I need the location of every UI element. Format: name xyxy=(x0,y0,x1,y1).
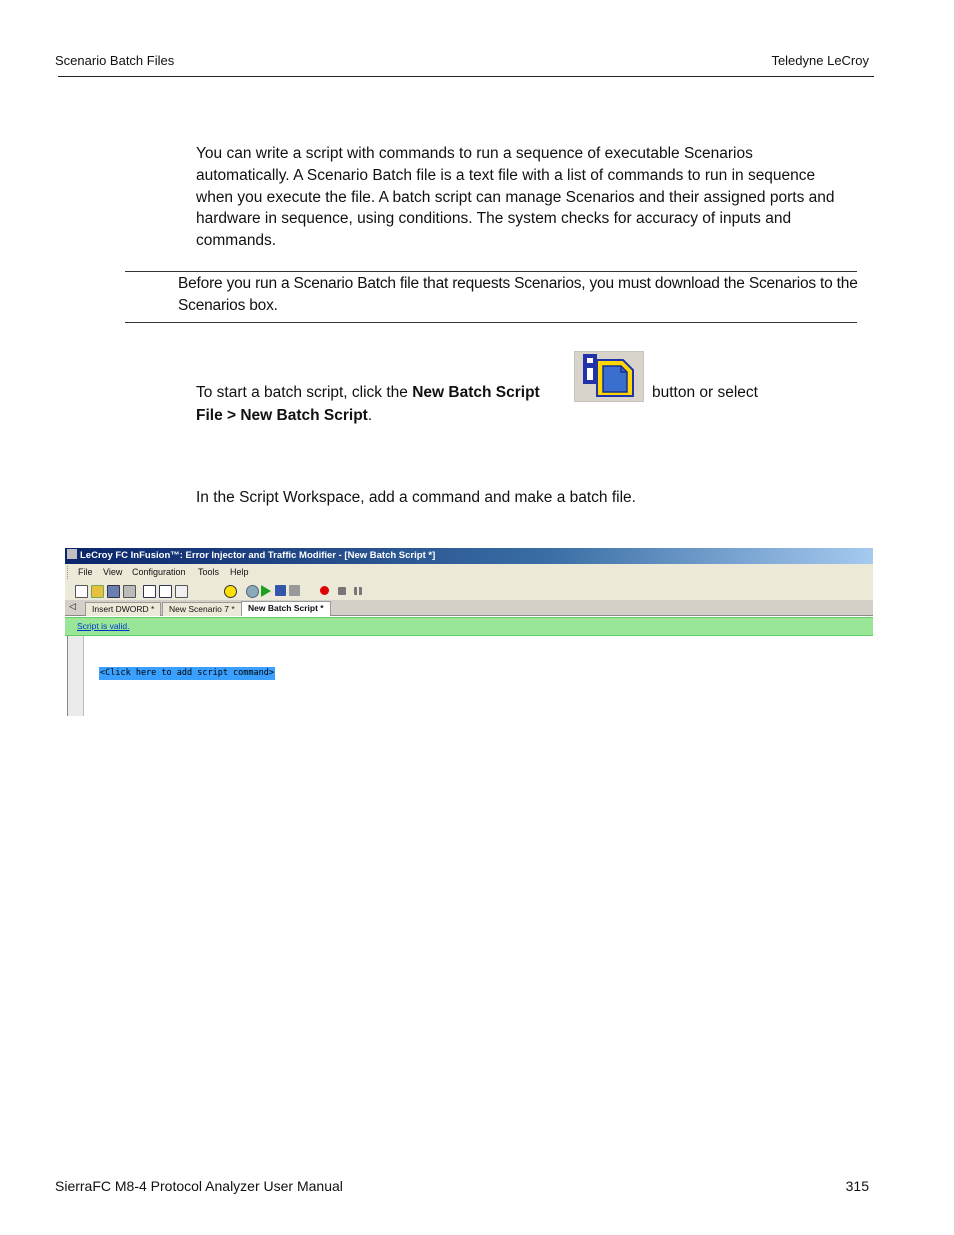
header-section-title: Scenario Batch Files xyxy=(55,53,175,68)
footer-manual-title: SierraFC M8-4 Protocol Analyzer User Manual xyxy=(55,1178,343,1194)
record-icon[interactable] xyxy=(320,586,329,595)
document-tabs xyxy=(65,600,873,616)
menu-file[interactable]: File xyxy=(78,567,93,577)
tab-new-batch-script[interactable]: New Batch Script * xyxy=(241,601,331,616)
menu-bar xyxy=(65,564,873,581)
tab-scroll-left-icon[interactable]: ◁ xyxy=(69,601,76,611)
new-batch-script-icon xyxy=(574,351,644,402)
note-text: Before you run a Scenario Batch file that requests Scenarios, you must download the Scenarios to the Scenarios box. xyxy=(178,275,858,314)
stop-icon[interactable] xyxy=(338,587,346,595)
editor-gutter xyxy=(67,636,84,716)
script-status-bar xyxy=(65,617,873,636)
header-company: Teledyne LeCroy xyxy=(771,53,869,68)
settings-icon[interactable] xyxy=(246,585,259,598)
start-instruction xyxy=(196,381,540,427)
window-title: LeCroy FC InFusion™: Error Injector and Traffic Modifier - [New Batch Script *] xyxy=(80,550,436,561)
pause-icon[interactable] xyxy=(354,587,362,595)
app-icon xyxy=(67,549,77,559)
grid-view-icon[interactable] xyxy=(159,585,172,598)
list-view-icon[interactable] xyxy=(143,585,156,598)
start-prefix: To start a batch script, click the xyxy=(196,384,413,401)
new-icon[interactable] xyxy=(75,585,88,598)
app-screenshot xyxy=(65,548,873,716)
menu-configuration[interactable]: Configuration xyxy=(132,567,186,577)
step-icon[interactable] xyxy=(275,585,286,596)
add-script-command[interactable]: <Click here to add script command> xyxy=(100,668,274,678)
tab-new-scenario[interactable]: New Scenario 7 * xyxy=(162,602,242,616)
p-circle-icon[interactable] xyxy=(224,585,237,598)
menu-grip xyxy=(67,566,71,579)
menu-help[interactable]: Help xyxy=(230,567,249,577)
start-bold-button-name: New Batch Script xyxy=(412,384,540,401)
menu-tools[interactable]: Tools xyxy=(198,567,220,577)
script-editor[interactable] xyxy=(65,636,873,716)
toolbar xyxy=(65,581,873,600)
footer-page-number: 315 xyxy=(845,1178,869,1194)
start-period: . xyxy=(367,407,373,424)
save-icon[interactable] xyxy=(107,585,120,598)
note-bottom-rule xyxy=(125,322,857,323)
intro-paragraph: You can write a script with commands to run a sequence of executable Scenarios automatically. A Scenario Batch file is a text file with a list of commands to run in sequence when you execute the file. A batch script can manage Scenarios and their assigned ports and hardware in sequence, using conditions. The system checks for accuracy of inputs and commands. xyxy=(196,145,835,250)
start-bold-menu-path: File > New Batch Script xyxy=(196,407,368,424)
queue-icon[interactable] xyxy=(289,585,300,596)
start-suffix: button or select xyxy=(652,384,758,401)
tab-insert-dword[interactable]: Insert DWORD * xyxy=(85,602,161,616)
script-status-link[interactable]: Script is valid. xyxy=(77,621,130,631)
edit-icon[interactable] xyxy=(175,585,188,598)
open-icon[interactable] xyxy=(91,585,104,598)
header-rule xyxy=(58,76,874,77)
workspace-instruction: In the Script Workspace, add a command and make a batch file. xyxy=(196,489,636,506)
print-icon[interactable] xyxy=(123,585,136,598)
run-icon[interactable] xyxy=(261,585,271,597)
note-top-rule xyxy=(125,271,857,272)
window-title-bar xyxy=(65,548,873,564)
menu-view[interactable]: View xyxy=(103,567,123,577)
